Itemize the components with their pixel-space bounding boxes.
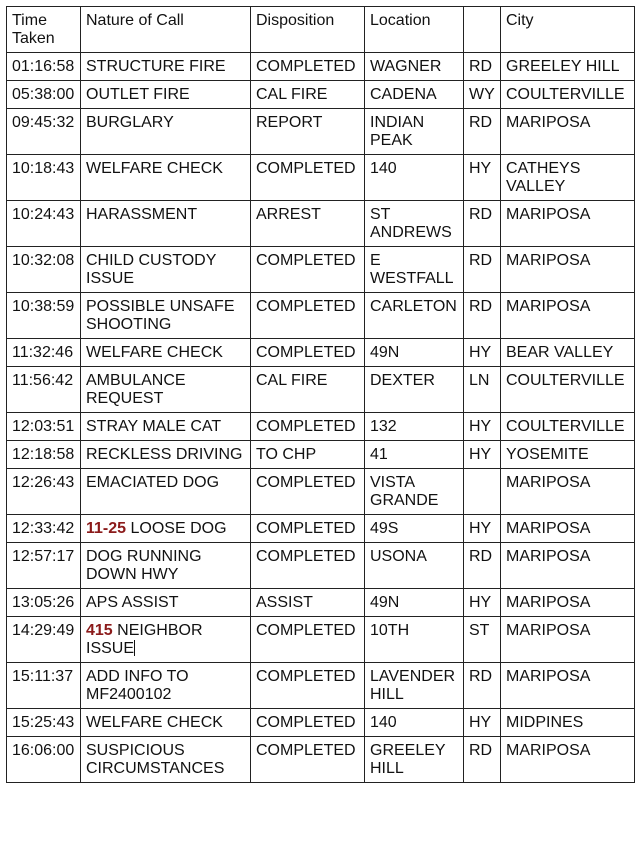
call-code: 11-25 (86, 520, 127, 537)
disposition-cell: COMPLETED (251, 247, 365, 293)
city-cell: GREELEY HILL (501, 53, 635, 81)
disposition-cell: COMPLETED (251, 617, 365, 663)
time-cell: 09:45:32 (7, 109, 81, 155)
location-cell: LAVENDER HILL (365, 663, 464, 709)
suffix-cell (464, 469, 501, 515)
call-log-body (7, 53, 635, 783)
suffix-cell: RD (464, 247, 501, 293)
time-cell: 10:24:43 (7, 201, 81, 247)
disposition-cell: COMPLETED (251, 413, 365, 441)
header-nature: Nature of Call (81, 7, 251, 53)
nature-text: DOG RUNNING DOWN HWY (86, 548, 202, 583)
nature-cell (81, 663, 251, 709)
location-cell: E WESTFALL (365, 247, 464, 293)
nature-text: STRUCTURE FIRE (86, 58, 226, 75)
time-cell: 12:18:58 (7, 441, 81, 469)
suffix-cell: RD (464, 663, 501, 709)
disposition-cell: COMPLETED (251, 515, 365, 543)
nature-text: BURGLARY (86, 114, 174, 131)
suffix-cell: ST (464, 617, 501, 663)
city-cell: MARIPOSA (501, 469, 635, 515)
time-cell: 10:32:08 (7, 247, 81, 293)
disposition-cell: TO CHP (251, 441, 365, 469)
location-cell: INDIAN PEAK (365, 109, 464, 155)
nature-cell (81, 441, 251, 469)
disposition-cell: COMPLETED (251, 469, 365, 515)
city-cell: MARIPOSA (501, 663, 635, 709)
suffix-cell: HY (464, 155, 501, 201)
city-cell: MIDPINES (501, 709, 635, 737)
nature-text: WELFARE CHECK (86, 714, 223, 731)
table-row (7, 663, 635, 709)
disposition-cell: COMPLETED (251, 339, 365, 367)
table-row (7, 709, 635, 737)
nature-text: SUSPICIOUS CIRCUMSTANCES (86, 742, 225, 777)
table-row (7, 247, 635, 293)
city-cell: COULTERVILLE (501, 81, 635, 109)
suffix-cell: HY (464, 339, 501, 367)
table-row (7, 441, 635, 469)
nature-cell (81, 339, 251, 367)
disposition-cell: COMPLETED (251, 53, 365, 81)
city-cell: COULTERVILLE (501, 413, 635, 441)
table-row (7, 543, 635, 589)
nature-text: AMBULANCE REQUEST (86, 372, 186, 407)
city-cell: MARIPOSA (501, 293, 635, 339)
header-time: Time Taken (7, 7, 81, 53)
nature-cell (81, 589, 251, 617)
time-cell: 11:32:46 (7, 339, 81, 367)
location-cell: 140 (365, 709, 464, 737)
time-cell: 11:56:42 (7, 367, 81, 413)
nature-text: APS ASSIST (86, 594, 179, 611)
nature-cell (81, 81, 251, 109)
table-row (7, 589, 635, 617)
time-cell: 15:11:37 (7, 663, 81, 709)
location-cell: 49N (365, 339, 464, 367)
location-cell: CARLETON (365, 293, 464, 339)
time-cell: 01:16:58 (7, 53, 81, 81)
table-row (7, 413, 635, 441)
suffix-cell: RD (464, 53, 501, 81)
time-cell: 16:06:00 (7, 737, 81, 783)
suffix-cell: RD (464, 543, 501, 589)
nature-cell (81, 709, 251, 737)
location-cell: USONA (365, 543, 464, 589)
city-cell: CATHEYS VALLEY (501, 155, 635, 201)
disposition-cell: COMPLETED (251, 737, 365, 783)
location-cell: 140 (365, 155, 464, 201)
nature-text: OUTLET FIRE (86, 86, 190, 103)
nature-text: HARASSMENT (86, 206, 198, 223)
header-suffix (464, 7, 501, 53)
location-cell: 49S (365, 515, 464, 543)
location-cell: 49N (365, 589, 464, 617)
city-cell: MARIPOSA (501, 737, 635, 783)
time-cell: 12:03:51 (7, 413, 81, 441)
city-cell: MARIPOSA (501, 543, 635, 589)
table-row (7, 155, 635, 201)
table-row (7, 109, 635, 155)
time-cell: 10:18:43 (7, 155, 81, 201)
suffix-cell: RD (464, 201, 501, 247)
time-cell: 14:29:49 (7, 617, 81, 663)
disposition-cell: COMPLETED (251, 663, 365, 709)
header-city: City (501, 7, 635, 53)
table-row (7, 81, 635, 109)
city-cell: YOSEMITE (501, 441, 635, 469)
nature-cell (81, 109, 251, 155)
location-cell: 41 (365, 441, 464, 469)
nature-cell (81, 737, 251, 783)
header-disposition: Disposition (251, 7, 365, 53)
nature-text: STRAY MALE CAT (86, 418, 222, 435)
table-row (7, 201, 635, 247)
nature-cell (81, 515, 251, 543)
location-cell: ST ANDREWS (365, 201, 464, 247)
table-row (7, 53, 635, 81)
disposition-cell: COMPLETED (251, 155, 365, 201)
disposition-cell: CAL FIRE (251, 81, 365, 109)
nature-text: EMACIATED DOG (86, 474, 220, 491)
suffix-cell: HY (464, 515, 501, 543)
nature-cell (81, 367, 251, 413)
city-cell: MARIPOSA (501, 247, 635, 293)
nature-cell (81, 469, 251, 515)
table-row (7, 617, 635, 663)
suffix-cell: HY (464, 413, 501, 441)
disposition-cell: ASSIST (251, 589, 365, 617)
nature-cell (81, 413, 251, 441)
city-cell: BEAR VALLEY (501, 339, 635, 367)
nature-text: LOOSE DOG (130, 520, 227, 537)
suffix-cell: LN (464, 367, 501, 413)
location-cell: VISTA GRANDE (365, 469, 464, 515)
time-cell: 12:26:43 (7, 469, 81, 515)
city-cell: MARIPOSA (501, 617, 635, 663)
nature-cell (81, 201, 251, 247)
nature-cell (81, 247, 251, 293)
suffix-cell: WY (464, 81, 501, 109)
city-cell: MARIPOSA (501, 109, 635, 155)
disposition-cell: COMPLETED (251, 543, 365, 589)
city-cell: MARIPOSA (501, 589, 635, 617)
nature-cell (81, 617, 251, 663)
time-cell: 10:38:59 (7, 293, 81, 339)
call-code: 415 (86, 622, 113, 639)
disposition-cell: ARREST (251, 201, 365, 247)
disposition-cell: COMPLETED (251, 293, 365, 339)
suffix-cell: HY (464, 709, 501, 737)
nature-text: POSSIBLE UNSAFE SHOOTING (86, 298, 235, 333)
suffix-cell: RD (464, 293, 501, 339)
time-cell: 12:33:42 (7, 515, 81, 543)
nature-cell (81, 155, 251, 201)
disposition-cell: COMPLETED (251, 709, 365, 737)
time-cell: 12:57:17 (7, 543, 81, 589)
disposition-cell: CAL FIRE (251, 367, 365, 413)
call-log-table (6, 6, 635, 783)
nature-text: WELFARE CHECK (86, 160, 223, 177)
location-cell: GREELEY HILL (365, 737, 464, 783)
city-cell: COULTERVILLE (501, 367, 635, 413)
header-location: Location (365, 7, 464, 53)
nature-text: NEIGHBOR ISSUE (86, 622, 203, 657)
disposition-cell: REPORT (251, 109, 365, 155)
city-cell: MARIPOSA (501, 515, 635, 543)
header-row (7, 7, 635, 53)
table-row (7, 339, 635, 367)
nature-text: CHILD CUSTODY ISSUE (86, 252, 217, 287)
nature-cell (81, 53, 251, 81)
time-cell: 15:25:43 (7, 709, 81, 737)
nature-text: WELFARE CHECK (86, 344, 223, 361)
nature-text: RECKLESS DRIVING (86, 446, 243, 463)
text-cursor (134, 640, 135, 656)
location-cell: CADENA (365, 81, 464, 109)
table-row (7, 515, 635, 543)
suffix-cell: RD (464, 737, 501, 783)
time-cell: 13:05:26 (7, 589, 81, 617)
suffix-cell: RD (464, 109, 501, 155)
location-cell: 10TH (365, 617, 464, 663)
suffix-cell: HY (464, 589, 501, 617)
location-cell: DEXTER (365, 367, 464, 413)
city-cell: MARIPOSA (501, 201, 635, 247)
nature-text: ADD INFO TO MF2400102 (86, 668, 189, 703)
table-row (7, 469, 635, 515)
table-row (7, 367, 635, 413)
nature-cell (81, 293, 251, 339)
location-cell: WAGNER (365, 53, 464, 81)
table-row (7, 737, 635, 783)
suffix-cell: HY (464, 441, 501, 469)
time-cell: 05:38:00 (7, 81, 81, 109)
table-row (7, 293, 635, 339)
nature-cell (81, 543, 251, 589)
location-cell: 132 (365, 413, 464, 441)
